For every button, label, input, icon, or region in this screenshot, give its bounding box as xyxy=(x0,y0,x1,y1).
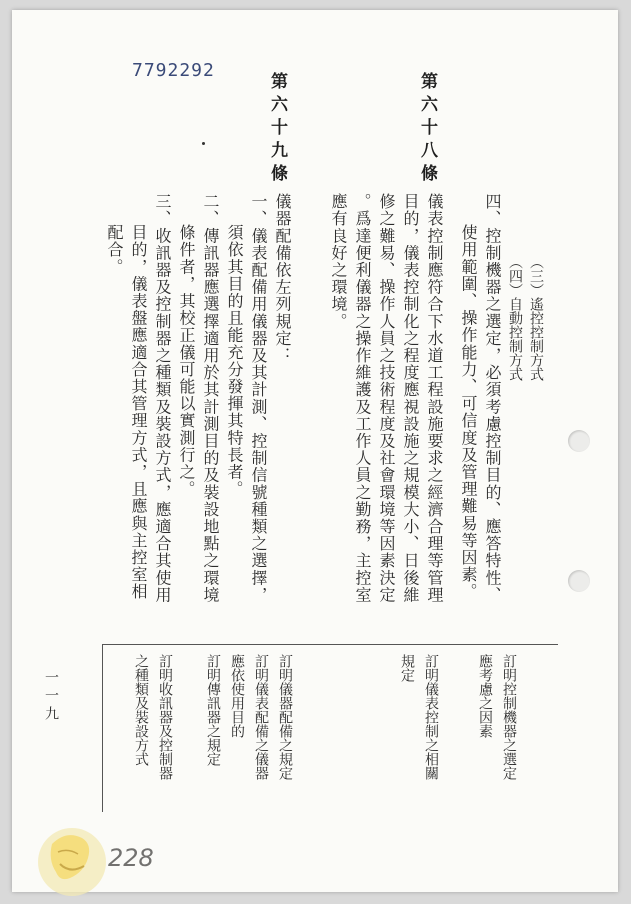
article-67-item-4: （四）自動控制方式 xyxy=(507,255,523,381)
article-69-item-1-line-2: 須依其目的且能充分發揮其特長者。 xyxy=(225,224,244,498)
article-68-heading: 第六十八條 xyxy=(417,72,437,187)
document-number: 7792292 xyxy=(132,60,215,81)
article-68-line-1: 儀表控制應符合下水道工程設施要求之經濟合理等管理 xyxy=(425,193,444,604)
note-68b-line-2: 規定 xyxy=(399,654,415,682)
article-69-heading: 第六十九條 xyxy=(267,72,287,187)
article-68-line-4: 。爲達便利儀器之操作維護及工作人員之勤務，主控室 xyxy=(353,193,372,604)
note-68a-line-1: 訂明控制機器之選定 xyxy=(501,654,517,780)
article-67-item-3: （三）遙控控制方式 xyxy=(528,255,544,381)
note-69-line-5: 訂明收訊器及控制器 xyxy=(157,654,173,780)
page-number: 一一九 xyxy=(43,670,59,724)
document-page xyxy=(12,10,618,892)
handwritten-page-number: 228 xyxy=(108,844,154,872)
article-67-clause-4-line-1: 四、控制機器之選定，必須考慮控制目的、應答特性、 xyxy=(483,193,502,604)
punch-hole-bottom xyxy=(568,570,590,592)
article-68-line-2: 目的，儀表控制化之程度應視設施之規模大小、日後維 xyxy=(401,193,420,604)
article-69-item-3-line-1: 三、收訊器及控制器之種類及裝設方式，應適合其使用 xyxy=(153,193,172,604)
punch-hole-top xyxy=(568,430,590,452)
article-69-item-2-line-2: 條件者，其校正儀可能以實測行之。 xyxy=(177,224,196,498)
note-69-line-4: 訂明傳訊器之規定 xyxy=(205,654,221,766)
note-69-line-1: 訂明儀器配備之規定 xyxy=(277,654,293,780)
note-68a-line-2: 應考慮之因素 xyxy=(477,654,493,738)
article-69-item-3-line-2: 目的，儀表盤應適合其管理方式，且應與主控室相 xyxy=(129,224,148,601)
article-69-intro: 儀器配備依左列規定： xyxy=(273,193,292,364)
article-68-line-5: 應有良好之環境。 xyxy=(329,193,348,330)
margin-note-divider xyxy=(102,644,558,645)
article-68-line-3: 修之難易、操作人員之技術程度及社會環境等因素決定 xyxy=(377,193,396,604)
note-68b-line-1: 訂明儀表控制之相關 xyxy=(423,654,439,780)
article-69-item-3-line-3: 配合。 xyxy=(105,224,124,276)
margin-note-divider-left xyxy=(102,644,103,812)
article-69-item-1-line-1: 一、儀表配備用儀器及其計測、控制信號種類之選擇， xyxy=(249,193,268,604)
article-67-clause-4-line-2: 使用範圍、操作能力、可信度及管理難易等因素。 xyxy=(459,224,478,601)
article-69-item-2-line-1: 二、傳訊器應選擇適用於其計測目的及裝設地點之環境 xyxy=(201,193,220,604)
note-69-line-2: 訂明儀表配備之儀器 xyxy=(253,654,269,780)
note-69-line-3: 應依使用目的 xyxy=(229,654,245,738)
ink-dot xyxy=(202,142,205,145)
note-69-line-6: 之種類及裝設方式 xyxy=(133,654,149,766)
